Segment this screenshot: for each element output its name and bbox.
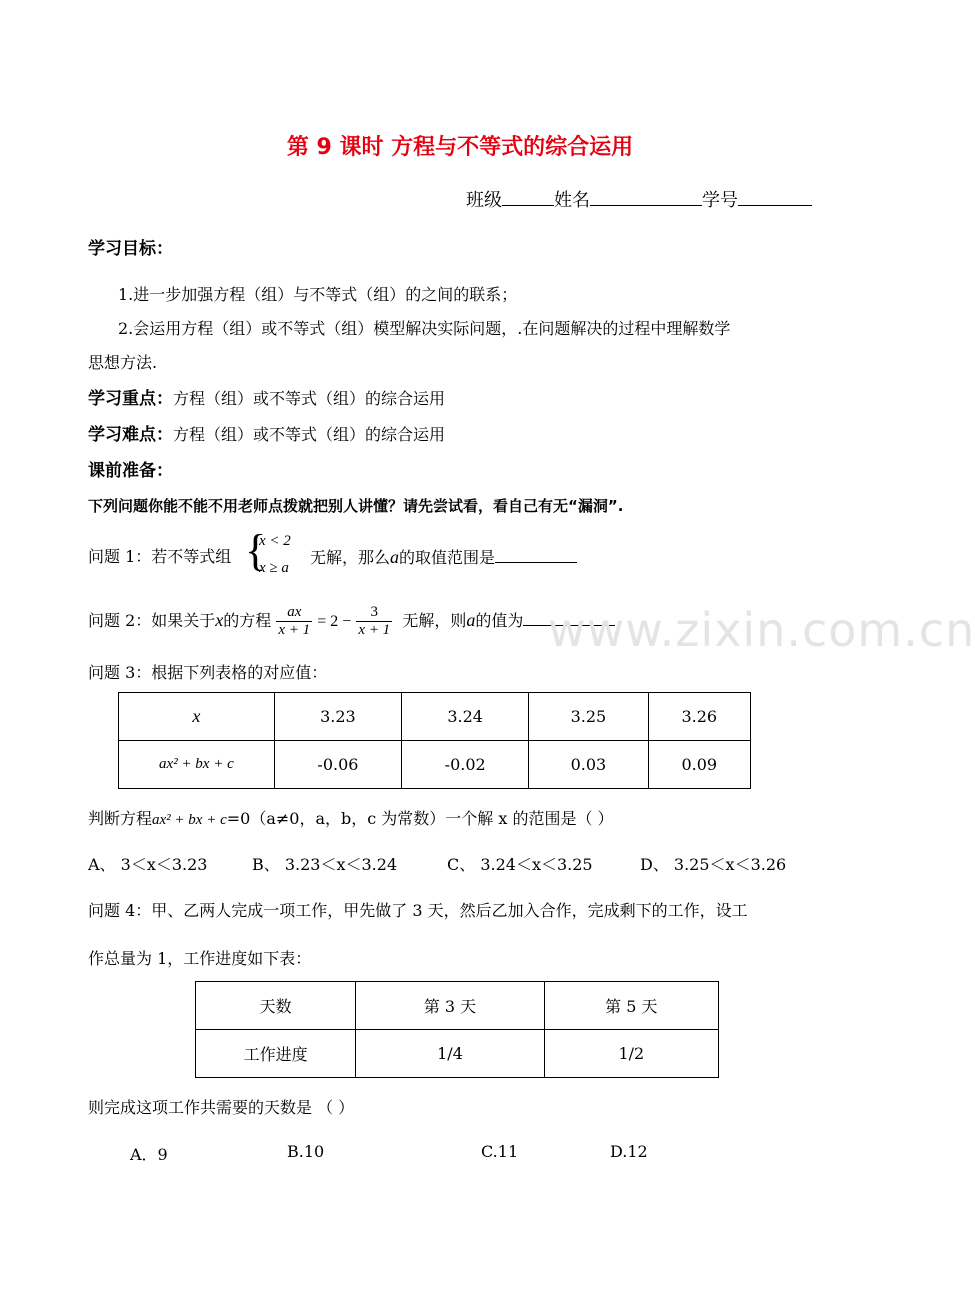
q4-option-b[interactable]: B.10	[287, 1142, 325, 1161]
q4-line2: 作总量为 1，工作进度如下表：	[88, 949, 312, 968]
q1-inequality-1: x < 2	[259, 533, 291, 549]
q3-option-a[interactable]: A、 3＜x＜3.23	[88, 855, 208, 874]
q1-inequality-2: x ≥ a	[259, 560, 289, 576]
q4-line1: 问题 4：甲、乙两人完成一项工作，甲先做了 3 天，然后乙加入合作，完成剩下的工作，设工	[88, 901, 748, 920]
number-blank[interactable]	[738, 187, 812, 206]
class-blank[interactable]	[502, 187, 554, 206]
table-cell: x	[119, 693, 275, 741]
q2-fraction-1	[276, 604, 312, 639]
q4-option-a[interactable]: A．9	[130, 1145, 168, 1164]
q2-fraction-2	[356, 604, 392, 639]
q2-var-x: x	[215, 610, 224, 630]
table-cell: 3.23	[274, 693, 401, 741]
q4-option-d[interactable]: D.12	[610, 1142, 648, 1161]
q3-option-d[interactable]: D、 3.25＜x＜3.26	[640, 855, 787, 874]
key-point-label: 学习重点：	[88, 389, 173, 409]
q3-judge-prefix: 判断方程	[88, 809, 153, 828]
key-point-text: 方程（组）或不等式（组）的综合运用	[173, 389, 446, 408]
page-title: 第 9 课时 方程与不等式的综合运用	[286, 135, 634, 160]
q3-judge-expr: ax² + bx + c	[152, 812, 227, 828]
table-cell: 3.25	[529, 693, 648, 741]
q4-table	[195, 981, 719, 1078]
q2-middle1: 的方程	[223, 611, 272, 630]
q2-prefix: 问题 2：如果关于	[88, 611, 216, 630]
table-cell: 0.03	[529, 741, 648, 789]
q1-suffix: 的取值范围是	[399, 548, 496, 567]
table-cell: -0.06	[274, 741, 401, 789]
q3-judge-suffix: =0（a≠0，a，b，c 为常数）一个解 x 的范围是（ ）	[226, 809, 614, 828]
preparation-instruction: 下列问题你能不能不用老师点拨就把别人讲懂？请先尝试看，看自己有无“漏洞”.	[88, 497, 624, 515]
key-point	[88, 384, 445, 409]
number-label: 学号	[702, 190, 738, 211]
difficulty-label: 学习难点：	[88, 425, 173, 445]
table-cell: 工作进度	[196, 1030, 356, 1078]
table-cell: 3.26	[648, 693, 750, 741]
q1-middle: 无解，那么	[310, 548, 391, 567]
q2-frac1-den: x + 1	[278, 622, 311, 638]
objective-item-2: 2.会运用方程（组）或不等式（组）模型解决实际问题，.在问题解决的过程中理解数学	[118, 319, 731, 338]
q2-middle2: 无解，则	[402, 611, 467, 630]
q2-equals: = 2 −	[317, 613, 352, 630]
class-label: 班级	[466, 190, 502, 211]
table-cell: 第 3 天	[356, 982, 544, 1030]
q2-frac2-den: x + 1	[358, 622, 391, 638]
q2-suffix: 的值为	[475, 611, 524, 630]
difficulty	[88, 420, 445, 445]
preparation-heading: 课前准备：	[88, 461, 173, 481]
table-row	[196, 982, 719, 1030]
table-row	[196, 1030, 719, 1078]
q2-frac2-num: 3	[356, 604, 392, 622]
table-row	[119, 741, 751, 789]
table-cell: 1/4	[356, 1030, 544, 1078]
q3-text: 问题 3：根据下列表格的对应值：	[88, 663, 328, 682]
difficulty-text: 方程（组）或不等式（组）的综合运用	[173, 425, 446, 444]
objective-item-1: 1.进一步加强方程（组）与不等式（组）的之间的联系；	[118, 285, 518, 304]
q3-option-c[interactable]: C、 3.24＜x＜3.25	[447, 855, 593, 874]
q2-frac1-num: ax	[276, 604, 312, 622]
table-cell: ax² + bx + c	[119, 741, 275, 789]
table-cell: 3.24	[402, 693, 529, 741]
q3-option-b[interactable]: B、 3.23＜x＜3.24	[252, 855, 398, 874]
q3-table	[118, 692, 751, 789]
table-cell: -0.02	[402, 741, 529, 789]
student-info-line	[466, 186, 812, 212]
table-cell: 天数	[196, 982, 356, 1030]
q2-line	[88, 604, 615, 639]
objective-item-2-cont: 思想方法.	[88, 353, 158, 372]
table-cell: 0.09	[648, 741, 750, 789]
q1-answer-blank[interactable]	[495, 544, 577, 563]
name-blank[interactable]	[590, 187, 702, 206]
table-cell: 1/2	[544, 1030, 718, 1078]
q2-var-a: a	[466, 610, 476, 630]
table-cell: 第 5 天	[544, 982, 718, 1030]
q4-option-c[interactable]: C.11	[481, 1142, 519, 1161]
q1-tail	[310, 544, 577, 568]
name-label: 姓名	[554, 190, 590, 211]
brace-symbol: {	[245, 526, 267, 575]
q4-question: 则完成这项工作共需要的天数是 （ ）	[88, 1098, 355, 1117]
table-row	[119, 693, 751, 741]
objectives-heading: 学习目标：	[88, 239, 173, 259]
watermark: www.zixin.com.cn	[548, 603, 975, 657]
q1-var: a	[390, 547, 400, 567]
q1-prefix: 问题 1：若不等式组	[88, 547, 232, 566]
q3-judge	[88, 806, 614, 829]
